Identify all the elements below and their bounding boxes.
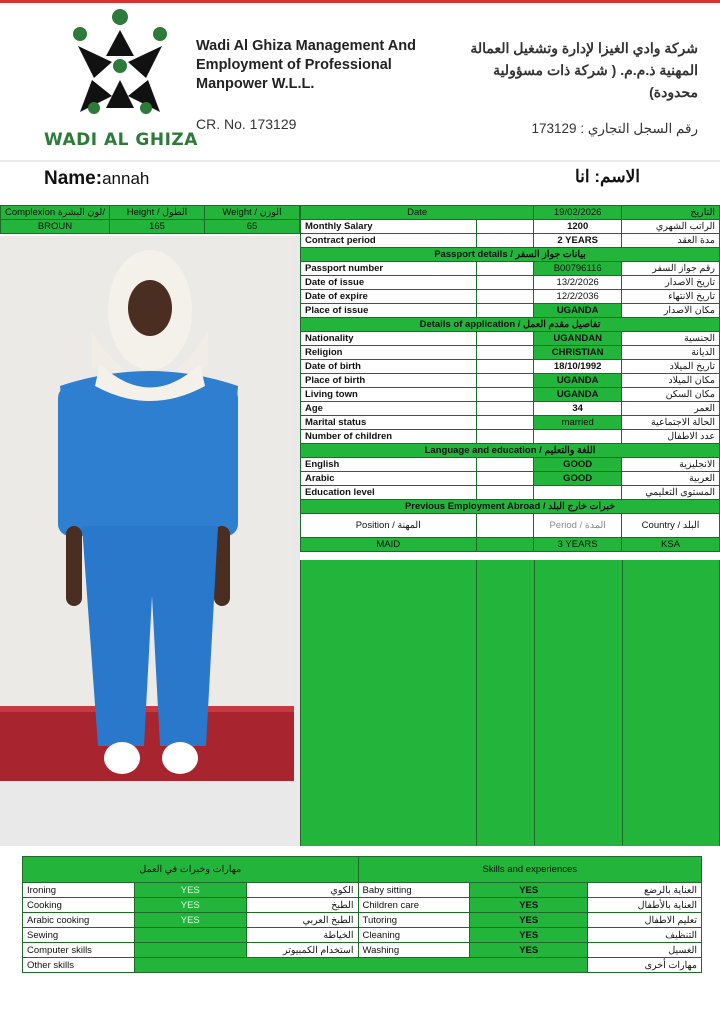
date-value: 19/02/2026 bbox=[534, 206, 622, 220]
skill-row: Arabic cooking YES الطبخ العربي Tutoring YES تعليم الاطفال bbox=[23, 913, 702, 928]
employment-country: KSA bbox=[622, 538, 720, 552]
salary-label: Monthly Salary bbox=[301, 220, 477, 234]
application-row: Number of children عدد الاطفال bbox=[301, 430, 720, 444]
complexion-value: BROUN bbox=[1, 220, 110, 234]
employment-period: 3 YEARS bbox=[534, 538, 622, 552]
candidate-photo bbox=[0, 236, 294, 781]
application-row: Age 34 العمر bbox=[301, 402, 720, 416]
application-section-header: Details of application / تفاصيل مقدم العمل bbox=[301, 318, 720, 332]
employment-section-header: Previous Employment Abroad / خبرات خارج البلد bbox=[301, 500, 720, 514]
date-label: Date bbox=[301, 206, 534, 220]
logo-emblem-icon bbox=[72, 8, 168, 120]
candidate-details-table bbox=[300, 205, 720, 552]
application-row: Place of birth UGANDA مكان الميلاد bbox=[301, 374, 720, 388]
candidate-name-arabic: الاسم: انا bbox=[574, 167, 640, 186]
skill-row: Ironing YES الكوي Baby sitting YES العناية بالرضع bbox=[23, 883, 702, 898]
company-name-arabic: شركة وادي الغيزا لإدارة وتشغيل العمالة المهنية ذ.م.م. ( شركة ذات مسؤولية محدودة) bbox=[470, 40, 698, 100]
application-row: Marital status married الحالة الاجتماعية bbox=[301, 416, 720, 430]
employment-row bbox=[301, 538, 720, 552]
company-name-english: Wadi Al Ghiza Management And Employment of Professional Manpower W.L.L. bbox=[196, 38, 416, 92]
top-accent-bar bbox=[0, 0, 720, 3]
candidate-figure-icon bbox=[0, 236, 294, 781]
other-skills-row bbox=[23, 958, 702, 973]
skill-row: Computer skills استخدام الكمبيوتر Washing YES الغسيل bbox=[23, 943, 702, 958]
passport-row: Date of issue 13/2/2026 تاريخ الاصدار bbox=[301, 276, 720, 290]
contract-value: 2 YEARS bbox=[534, 234, 622, 248]
employment-position: MAID bbox=[301, 538, 477, 552]
passport-row: Date of expire 12/2/2036 تاريخ الانتهاء bbox=[301, 290, 720, 304]
stats-header-row bbox=[1, 206, 300, 220]
language-section-header: Language and education / اللغة والتعليم bbox=[301, 444, 720, 458]
header-divider bbox=[0, 160, 720, 162]
other-skills-label-ar: مهارات أخرى bbox=[588, 958, 702, 973]
weight-value: 65 bbox=[205, 220, 300, 234]
candidate-name-english: Name:annah bbox=[44, 168, 150, 189]
employment-empty-area bbox=[300, 560, 720, 846]
application-row: Nationality UGANDAN الجنسية bbox=[301, 332, 720, 346]
passport-section-header: Passport details / بيانات جواز السفر bbox=[301, 248, 720, 262]
passport-row: Place of issue UGANDA مكان الاصدار bbox=[301, 304, 720, 318]
language-row: Education level المستوى التعليمي bbox=[301, 486, 720, 500]
stats-value-row bbox=[1, 220, 300, 234]
language-row: Arabic GOOD العربية bbox=[301, 472, 720, 486]
skills-header-english: Skills and experiences bbox=[358, 857, 701, 883]
other-skills-label: Other skills bbox=[23, 958, 135, 973]
salary-value: 1200 bbox=[534, 220, 622, 234]
contract-label-ar: مدة العقد bbox=[622, 234, 720, 248]
skills-header-arabic: مهارات وخبرات في العمل bbox=[23, 857, 359, 883]
language-row: English GOOD الانجليزية bbox=[301, 458, 720, 472]
skill-row: Sewing الخياطة Cleaning YES التنظيف bbox=[23, 928, 702, 943]
application-row: Living town UGANDA مكان السكن bbox=[301, 388, 720, 402]
date-label-ar: التاريخ bbox=[622, 206, 720, 220]
date-row bbox=[301, 206, 720, 220]
weight-header: Weight / الوزن bbox=[205, 206, 300, 220]
height-header: Height / الطول bbox=[109, 206, 204, 220]
cr-number-english: CR. No. 173129 bbox=[196, 116, 297, 132]
employment-columns-row bbox=[301, 514, 720, 538]
country-column-header: Country / البلد bbox=[622, 514, 720, 538]
company-logo bbox=[44, 8, 198, 150]
contract-row bbox=[301, 234, 720, 248]
contract-label: Contract period bbox=[301, 234, 477, 248]
physical-stats-table bbox=[0, 205, 300, 234]
salary-label-ar: الراتب الشهري bbox=[622, 220, 720, 234]
period-column-header: Period / المدة bbox=[534, 514, 622, 538]
application-row: Religion CHRISTIAN الديانة bbox=[301, 346, 720, 360]
skill-row: Cooking YES الطبخ Children care YES العناية بالأطفال bbox=[23, 898, 702, 913]
logo-wordmark: WADI AL GHIZA bbox=[44, 130, 198, 150]
position-column-header: Position / المهنة bbox=[301, 514, 477, 538]
height-value: 165 bbox=[109, 220, 204, 234]
salary-row bbox=[301, 220, 720, 234]
skills-table bbox=[22, 856, 702, 973]
cr-number-arabic: رقم السجل التجاري : 173129 bbox=[531, 121, 698, 136]
application-row: Date of birth 18/10/1992 تاريخ الميلاد bbox=[301, 360, 720, 374]
skills-header-row bbox=[23, 857, 702, 883]
passport-row: Passport number B00796116 رقم جواز السفر bbox=[301, 262, 720, 276]
complexion-header: Complexion لون البشرة/ bbox=[1, 206, 110, 220]
